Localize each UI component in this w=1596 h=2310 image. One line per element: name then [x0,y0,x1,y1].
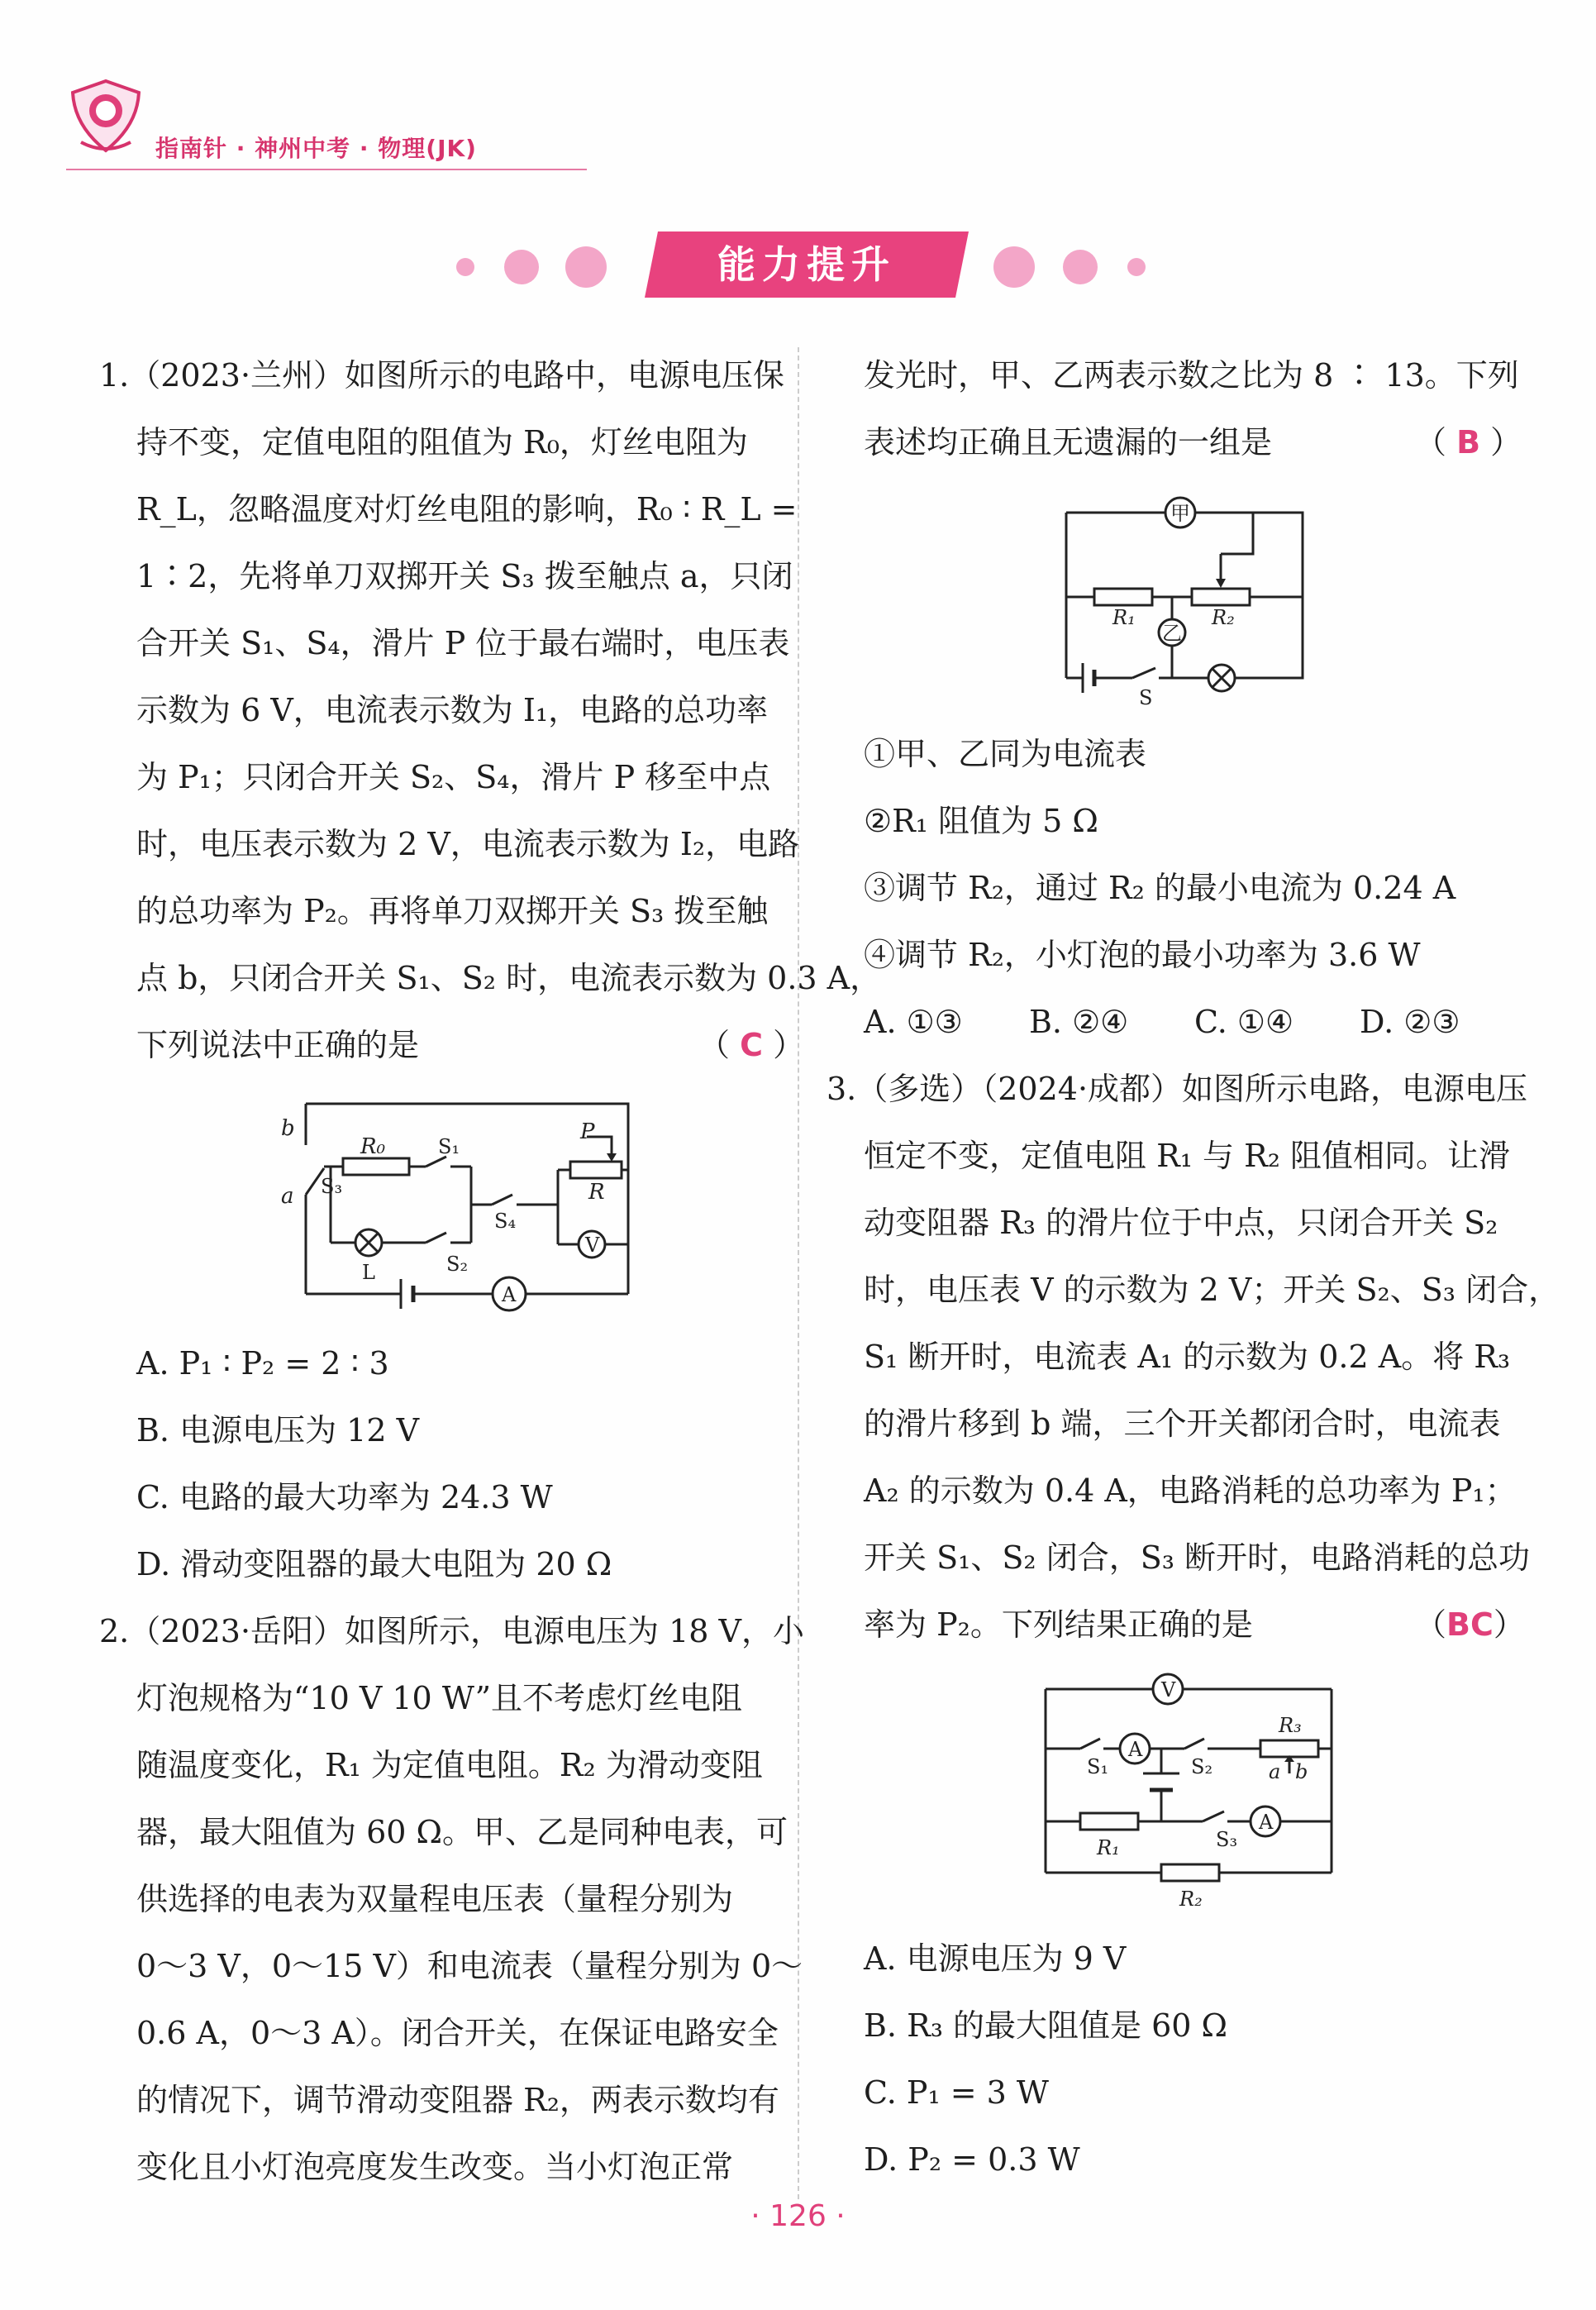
q3-line: 恒定不变，定值电阻 R₁ 与 R₂ 阻值相同。让滑 [864,1138,1511,1174]
q3-line: 3.（多选）（2024·成都）如图所示电路，电源电压 [827,1071,1528,1107]
q3-fig-label-R3: R₃ [1279,1714,1302,1737]
q3-answer-value: BC [1446,1606,1494,1643]
q2-line: 0～3 V，0～15 V）和电流表（量程分别为 0～ [136,1948,803,1984]
q2-answer-value: B [1456,424,1481,461]
q1-line: 示数为 6 V，电流表示数为 I₁，电路的总功率 [136,692,769,728]
q1-fig-label-S2: S₂ [446,1253,469,1276]
q1-option-c: C. 电路的最大功率为 24.3 W [136,1479,553,1515]
decor-dot [565,246,607,288]
q2-line: 0.6 A，0～3 A）。闭合开关，在保证电路安全 [136,2015,779,2051]
q1-line: R_L，忽略温度对灯丝电阻的影响，R₀ ∶ R_L = [136,491,798,527]
q3-option-c: C. P₁ = 3 W [864,2074,1049,2111]
decor-dot [1127,258,1146,276]
q1-fig-label-A: A [502,1283,517,1306]
q1-fig-label-a: a [281,1184,294,1209]
q2-fig-label-jia: 甲 [1170,502,1190,525]
q2-circuit-diagram [1058,488,1322,709]
q3-fig-label-V: V [1161,1678,1176,1701]
q3-option-d: D. P₂ = 0.3 W [864,2141,1080,2178]
q1-fig-label-S4: S₄ [494,1210,517,1233]
q3-line: 率为 P₂。下列结果正确的是 [864,1606,1253,1643]
q2-answer: （ B ） [1415,424,1522,461]
decor-dot [1063,250,1098,284]
q1-option-d: D. 滑动变阻器的最大电阻为 20 Ω [136,1546,612,1582]
q3-line: 的滑片移到 b 端，三个开关都闭合时，电流表 [864,1406,1501,1442]
q1-line: 时，电压表示数为 2 V，电流表示数为 I₂，电路 [136,826,800,862]
q3-option-b: B. R₃ 的最大阻值是 60 Ω [864,2007,1228,2044]
q1-fig-label-P: P [580,1119,595,1144]
q2-statement: ①甲、乙同为电流表 [864,736,1147,772]
q3-line: A₂ 的示数为 0.4 A，电路消耗的总功率为 P₁； [864,1472,1517,1509]
q2-fig-label-R1: R₁ [1112,606,1136,629]
q1-answer-value: C [740,1027,763,1063]
q2-option-c: C. ①④ [1194,1004,1294,1040]
q2-line: 发光时，甲、乙两表示数之比为 8 ∶ 13。下列 [864,357,1519,394]
q2-option-b: B. ②④ [1029,1004,1129,1040]
decor-dot [504,250,539,284]
q2-fig-label-R2: R₂ [1212,606,1235,629]
q2-line: 器，最大阻值为 60 Ω。甲、乙是同种电表，可 [136,1814,788,1850]
q1-line: 为 P₁；只闭合开关 S₂、S₄，滑片 P 移至中点 [136,759,771,795]
q1-fig-label-R: R [588,1180,605,1205]
decor-dot [456,258,474,276]
q1-answer: （ C ） [698,1027,805,1063]
q2-statement: ②R₁ 阻值为 5 Ω [864,803,1098,839]
q2-line: 变化且小灯泡亮度发生改变。当小灯泡正常 [136,2149,734,2185]
q1-line: 的总功率为 P₂。再将单刀双掷开关 S₃ 拨至触 [136,893,769,929]
q1-option-b: B. 电源电压为 12 V [136,1412,420,1449]
q3-line: 开关 S₁、S₂ 闭合，S₃ 断开时，电路消耗的总功 [864,1539,1531,1576]
q1-fig-label-S1: S₁ [438,1135,460,1158]
header-title: 指南针 · 神州中考 · 物理(JK) [155,135,477,162]
decor-dot [993,246,1035,288]
q3-fig-label-R2: R₂ [1179,1888,1203,1911]
q3-line: 时，电压表 V 的示数为 2 V；开关 S₂、S₃ 闭合， [864,1272,1560,1308]
q1-line: 下列说法中正确的是 [136,1027,420,1063]
q2-fig-label-yi: 乙 [1162,622,1182,645]
q2-statement: ④调节 R₂，小灯泡的最小功率为 3.6 W [864,937,1421,973]
q3-fig-label-A2: A [1259,1811,1274,1834]
q3-fig-label-A1: A [1128,1738,1143,1761]
q2-line: 灯泡规格为“10 V 10 W”且不考虑灯丝电阻 [136,1680,743,1716]
q1-line: 1.（2023·兰州）如图所示的电路中，电源电压保 [99,357,785,394]
q2-line: 随温度变化，R₁ 为定值电阻。R₂ 为滑动变阻 [136,1747,763,1783]
q3-fig-label-S3: S₃ [1216,1828,1238,1851]
column-divider [798,347,799,2199]
q3-line: S₁ 断开时，电流表 A₁ 的示数为 0.2 A。将 R₃ [864,1339,1511,1375]
q1-line: 合开关 S₁、S₄，滑片 P 位于最右端时，电压表 [136,625,790,661]
section-title: 能力提升 [717,242,896,287]
q1-line: 点 b，只闭合开关 S₁、S₂ 时，电流表示数为 0.3 A， [136,960,882,996]
q3-answer: （BC） [1415,1606,1525,1643]
q3-fig-label-b: b [1295,1760,1308,1783]
q2-line: 表述均正确且无遗漏的一组是 [864,424,1273,461]
q2-option-a: A. ①③ [864,1004,963,1040]
q3-fig-label-a: a [1269,1760,1281,1783]
q1-fig-label-L: L [362,1261,375,1284]
q2-line: 的情况下，调节滑动变阻器 R₂，两表示数均有 [136,2082,779,2118]
q3-line: 动变阻器 R₃ 的滑片位于中点，只闭合开关 S₂ [864,1205,1498,1241]
q1-fig-label-b: b [281,1116,295,1141]
q1-circuit-diagram [273,1087,645,1323]
page-number: · 126 · [750,2199,846,2233]
q1-option-a: A. P₁ ∶ P₂ = 2 ∶ 3 [136,1345,389,1382]
q3-fig-label-R1: R₁ [1097,1836,1120,1859]
q3-circuit-diagram [1037,1666,1351,1914]
q3-fig-label-S1: S₁ [1087,1755,1109,1778]
logo-emblem [64,76,147,159]
q2-line: 2.（2023·岳阳）如图所示，电源电压为 18 V，小 [99,1613,804,1649]
q1-line: 1∶2，先将单刀双掷开关 S₃ 拨至触点 a，只闭 [136,558,793,594]
q1-fig-label-S3: S₃ [321,1175,343,1198]
q2-statement: ③调节 R₂，通过 R₂ 的最小电流为 0.24 A [864,870,1456,906]
q2-fig-label-S: S [1139,686,1153,709]
q1-fig-label-R0: R₀ [360,1134,385,1159]
q3-option-a: A. 电源电压为 9 V [864,1940,1127,1977]
q3-fig-label-S2: S₂ [1191,1755,1213,1778]
q2-line: 供选择的电表为双量程电压表（量程分别为 [136,1881,734,1917]
header-rule [66,169,587,170]
q2-option-d: D. ②③ [1360,1004,1460,1040]
q1-line: 持不变，定值电阻的阻值为 R₀，灯丝电阻为 [136,424,748,461]
q1-fig-label-V: V [585,1234,600,1257]
